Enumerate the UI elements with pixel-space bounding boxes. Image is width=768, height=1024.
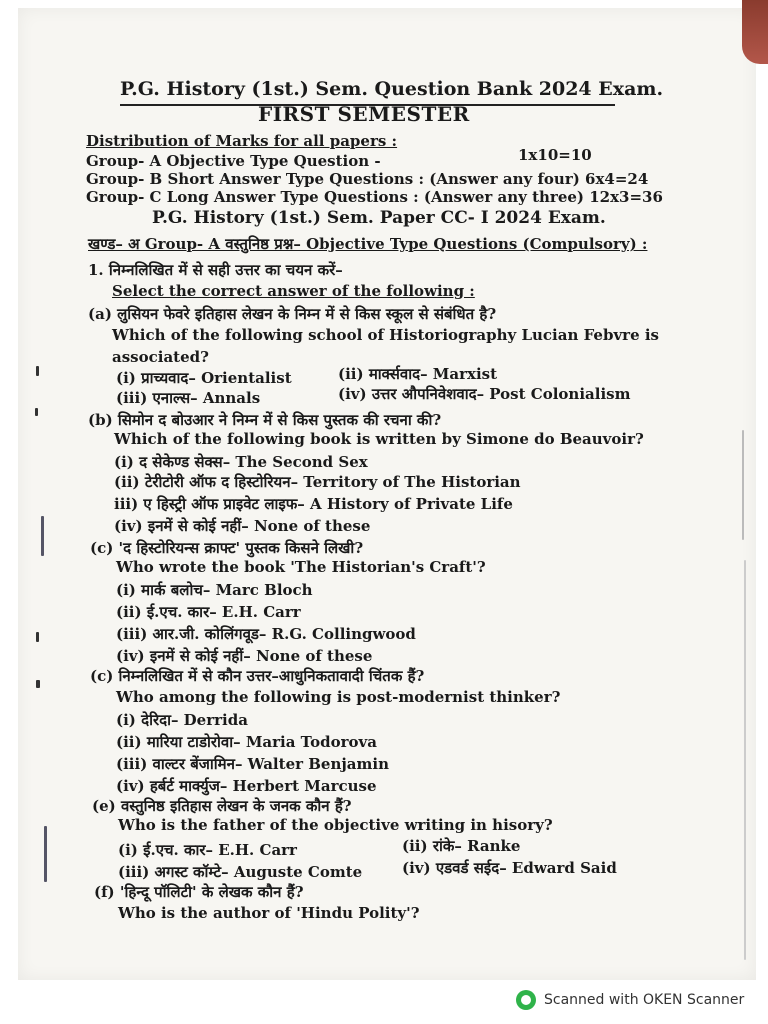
option: (iii) आर.जी. कोलिंगवूड– R.G. Collingwood (116, 625, 416, 643)
scanner-watermark (516, 990, 744, 1010)
margin-mark (744, 560, 746, 960)
question-hindi: (c) निम्नलिखित में से कौन उत्तर–आधुनिकतावादी चिंतक हैं? (90, 667, 425, 685)
option: (iii) अगस्ट कॉम्टे– Auguste Comte (118, 863, 363, 881)
option: (i) प्राच्यवाद– Orientalist (116, 369, 292, 387)
margin-mark (35, 408, 38, 416)
option: (iv) एडवर्ड सईद– Edward Said (402, 859, 617, 877)
option: (i) द सेकेण्ड सेक्स– The Second Sex (114, 453, 368, 471)
paper-title: P.G. History (1st.) Sem. Paper CC- I 2024 Exam. (152, 208, 606, 228)
group-b-line: Group- B Short Answer Type Questions : (Answer any four) 6x4=24 (86, 170, 649, 188)
group-a-line: Group- A Objective Type Question - (86, 152, 381, 170)
margin-mark (44, 826, 47, 882)
option: (ii) मारिया टाडोरोवा– Maria Todorova (116, 733, 377, 751)
option: (iv) इनमें से कोई नहीं– None of these (116, 647, 373, 665)
margin-mark (36, 680, 40, 688)
distribution-heading: Distribution of Marks for all papers : (86, 132, 398, 150)
question-english: Which of the following school of Historiography Lucian Febvre is (112, 326, 659, 344)
group-c-line: Group- C Long Answer Type Questions : (Answer any three) 12x3=36 (86, 188, 663, 206)
option: (i) मार्क बलोच– Marc Bloch (116, 581, 313, 599)
option: (iii) एनाल्स– Annals (116, 389, 261, 407)
question-english-cont: associated? (112, 348, 209, 366)
instruction-hindi: 1. निम्नलिखित में से सही उत्तर का चयन करें– (88, 261, 343, 279)
question-english: Who among the following is post-modernist thinker? (116, 688, 561, 706)
question-hindi: (b) सिमोन द बोउआर ने निम्न में से किस पुस्तक की रचना की? (88, 411, 442, 429)
margin-mark (36, 366, 39, 376)
option: (ii) ई.एच. कार– E.H. Carr (116, 603, 301, 621)
option: iii) ए हिस्ट्री ऑफ प्राइवेट लाइफ– A History of Private Life (114, 495, 513, 513)
semester-heading: FIRST SEMESTER (258, 102, 470, 126)
margin-mark (36, 632, 39, 642)
option: (i) ई.एच. कार– E.H. Carr (118, 841, 297, 859)
option: (iv) हर्बर्ट मार्क्युज– Herbert Marcuse (116, 777, 377, 795)
question-hindi: (e) वस्तुनिष्ठ इतिहास लेखन के जनक कौन हैं? (92, 797, 352, 815)
section-heading: खण्ड– अ Group- A वस्तुनिष्ठ प्रश्न– Objective Type Questions (Compulsory) : (88, 235, 648, 253)
instruction-english: Select the correct answer of the following : (112, 282, 475, 300)
question-hindi: (a) लुसियन फेवरे इतिहास लेखन के निम्न में से किस स्कूल से संबंधित है? (88, 305, 497, 323)
option: (i) देरिदा– Derrida (116, 711, 248, 729)
oken-logo-icon (516, 990, 536, 1010)
group-a-marks: 1x10=10 (518, 146, 592, 164)
option: (iv) उत्तर औपनिवेशवाद– Post Colonialism (338, 385, 631, 403)
option: (iii) वाल्टर बेंजामिन– Walter Benjamin (116, 755, 389, 773)
scanner-label: Scanned with OKEN Scanner (544, 992, 745, 1008)
question-hindi: (c) 'द हिस्टोरियन्स क्राफ्ट' पुस्तक किसने लिखी? (90, 539, 364, 557)
question-english: Who is the author of 'Hindu Polity'? (118, 904, 420, 922)
margin-mark (742, 430, 744, 540)
option: (ii) टेरीटोरी ऑफ द हिस्टोरियन– Territory of The Historian (114, 473, 521, 491)
document-title: P.G. History (1st.) Sem. Question Bank 2024 Exam. (120, 78, 664, 100)
option: (ii) मार्क्सवाद– Marxist (338, 365, 498, 383)
margin-mark (41, 516, 44, 556)
question-english: Who is the father of the objective writing in hisory? (118, 816, 553, 834)
question-english: Who wrote the book 'The Historian's Craft'? (116, 558, 486, 576)
option: (iv) इनमें से कोई नहीं– None of these (114, 517, 371, 535)
question-hindi: (f) 'हिन्दू पॉलिटी' के लेखक कौन हैं? (94, 883, 304, 901)
option: (ii) रांके– Ranke (402, 837, 521, 855)
question-english: Which of the following book is written by Simone do Beauvoir? (114, 430, 644, 448)
finger-edge (742, 0, 768, 64)
